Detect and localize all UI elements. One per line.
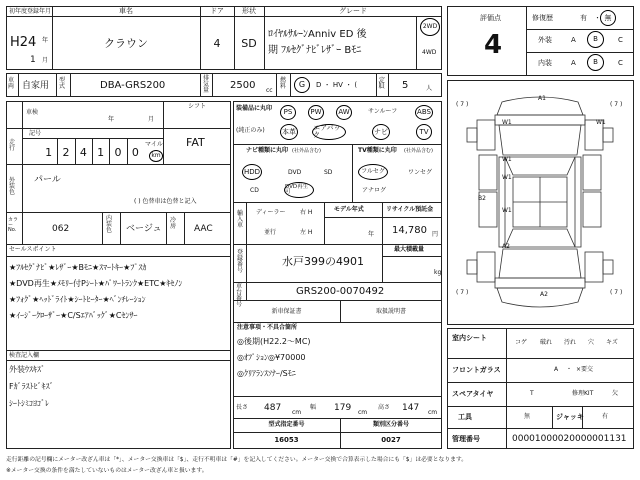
- interior-label: 内装: [538, 59, 552, 67]
- note-3: ◎ｸﾘｱﾗﾝｽｿﾅｰ/Sﾓﾆ: [237, 369, 296, 378]
- sales-point-3: ★ﾌｫｸﾞ★ﾍｯﾄﾞﾗｲﾄ★ｼｰﾄﾋｰﾀｰ★ﾍﾞﾝﾁﾚｰｼｮﾝ: [9, 295, 146, 304]
- recycle-unit: 円: [432, 231, 439, 238]
- month-unit: 月: [42, 57, 49, 64]
- repair-label: 修復歴: [532, 14, 553, 22]
- load-label: 最大積載量: [394, 246, 425, 253]
- color: パール: [34, 175, 61, 185]
- model: DBA-GRS200: [100, 80, 166, 91]
- equip-tv-circled: TV: [416, 124, 432, 140]
- mgmt-no: 00001000020000001131: [512, 434, 627, 444]
- diag-label-w1-c: W1: [502, 174, 512, 181]
- type-cert: 16053: [274, 436, 299, 444]
- color-note: ( ) 色替車は色替と記入: [134, 198, 197, 205]
- tv-oneseg: ワンセグ: [408, 169, 433, 176]
- windshield-label: フロントガラス: [452, 366, 501, 374]
- length-unit: cm: [292, 409, 302, 416]
- mgmt-label: 管理番号: [452, 435, 480, 443]
- recycle-value: 14,780: [392, 225, 427, 236]
- right-hand: 右 H: [300, 209, 313, 216]
- displacement-unit: cc: [266, 87, 273, 94]
- equip-airbag-circled: エアバック: [312, 124, 346, 140]
- diag-bracket-bl: ( 7 ): [456, 289, 469, 296]
- recycle-label: リサイクル預託金: [386, 206, 434, 213]
- mileage-label: 走行: [9, 139, 16, 152]
- shape: SD: [241, 37, 257, 50]
- height-unit: cm: [428, 409, 438, 416]
- diag-label-a2-b: A2: [540, 291, 548, 298]
- exterior-a: A: [571, 36, 576, 44]
- load-unit: kg: [434, 269, 442, 276]
- diag-label-w1-a: W1: [502, 119, 512, 126]
- seat-item-3: 汚れ: [564, 339, 577, 346]
- grade-label: グレード: [339, 7, 367, 15]
- shift: FAT: [186, 136, 205, 149]
- model-year-unit: 年: [368, 231, 375, 238]
- ac-label: 冷房: [170, 217, 177, 230]
- grade-line1: ﾛｲﾔﾙｻﾙｰﾝAnniv ED 後: [268, 29, 367, 40]
- shape-label: 形状: [242, 7, 256, 15]
- repair-yes: 有: [580, 14, 587, 22]
- fuel-gas-circled: G: [294, 77, 310, 93]
- digit-divider: [92, 138, 93, 164]
- mileage-digit: 1: [97, 146, 105, 159]
- color-code-label: カラーNo.: [8, 217, 19, 233]
- seat-item-1: コゲ: [515, 339, 528, 346]
- nav-cd: CD: [250, 187, 259, 194]
- diag-label-b2: B2: [478, 195, 486, 202]
- width-unit: cm: [358, 409, 368, 416]
- notes-label: 注意事項・不具合箇所: [237, 324, 298, 331]
- sales-points-label: セールスポイント: [9, 246, 57, 253]
- jack-label: ジャッキ: [556, 413, 584, 421]
- sales-point-4: ★ｲｰｼﾞｰｸﾛｰｻﾞｰ★C/Sｴｱﾊﾞｯｸﾞ★Cｾﾝｻｰ: [9, 311, 138, 320]
- car-name: クラウン: [104, 37, 148, 50]
- usage: 自家用: [22, 81, 50, 91]
- usage-label: 車両: [8, 77, 15, 90]
- equip-leather-circled: 本革: [280, 124, 298, 140]
- windshield-replace: ×要交: [576, 366, 594, 373]
- car-name-label: 車名: [119, 7, 133, 15]
- spare-none: 欠: [612, 390, 619, 397]
- note-1: ◎後期(H22.2～MC): [237, 337, 311, 346]
- seat-item-2: 破れ: [540, 339, 553, 346]
- interior-color-label: 内装色: [106, 215, 113, 234]
- inspector-label: 検査記入欄: [9, 352, 40, 359]
- windshield-a: A: [554, 366, 559, 373]
- interior-a: A: [571, 59, 576, 67]
- car-diagram: [447, 80, 634, 325]
- fuel-label: 燃料: [280, 77, 287, 90]
- sales-point-1: ★ﾌﾙｾｸﾞﾅﾋﾞ★ﾚｻﾞｰ★Bﾓﾆ★ｽﾏｰﾄｷｰ★ﾌﾟｽｶ: [9, 263, 147, 272]
- diag-label-w1-b: W1: [502, 156, 512, 163]
- note-2: ◎ｵﾌﾟｼｮﾝ◎¥70000: [237, 353, 306, 362]
- inspector-note-1: 外装ｳｽｷｽﾞ: [9, 365, 45, 374]
- first-reg-label: 初年度登録年月: [9, 8, 52, 15]
- capacity-unit: 人: [426, 85, 433, 92]
- drive-4wd: 4WD: [422, 49, 437, 56]
- length: 487: [264, 403, 282, 413]
- diag-label-a2-a: A2: [502, 243, 510, 250]
- diag-bracket-br: ( 7 ): [610, 289, 623, 296]
- inspection-month-unit: 月: [148, 116, 155, 123]
- tv-analog: アナログ: [362, 187, 387, 194]
- digit-divider: [127, 138, 128, 164]
- diag-label-w1-e: W1: [596, 119, 606, 126]
- digit-divider: [57, 138, 58, 164]
- score-label: 評価点: [480, 14, 501, 22]
- class-label: 類別区分番号: [372, 421, 409, 428]
- displacement-label: 排気量: [203, 75, 210, 94]
- class-no: 0027: [381, 436, 401, 444]
- ac: AAC: [194, 224, 213, 234]
- capacity-label: 定員: [379, 77, 386, 90]
- mileage-digits: [40, 138, 144, 164]
- tv-type-label: TV種類に丸印: [358, 147, 397, 154]
- score: 4: [484, 30, 503, 60]
- import-parallel: 並行: [264, 229, 277, 236]
- height-label: 高さ: [378, 404, 391, 411]
- left-hand: 左 H: [300, 229, 313, 236]
- import-label: 輸入車: [237, 210, 244, 229]
- footer-line2: ※メーター交換の条件を満たしていないものはメーター改ざん車と扱います。: [6, 468, 208, 474]
- nav-dvd-play-circled: DVD再生可: [284, 182, 314, 198]
- mileage-digit: 4: [79, 146, 87, 159]
- exterior-label: 外装: [538, 36, 552, 44]
- right-table: [447, 328, 634, 449]
- interior-color: ベージュ: [126, 224, 162, 234]
- nav-sd: SD: [324, 169, 333, 176]
- mileage-digit: 0: [114, 146, 122, 159]
- first-reg-month: 1: [30, 55, 36, 65]
- model-year-label: モデル年式: [334, 206, 364, 213]
- tools-value: 無: [524, 413, 531, 420]
- spare-kit: 修理KIT: [572, 390, 594, 397]
- import-dealer: ディーラー: [256, 209, 286, 216]
- mileage-digit: 1: [45, 146, 53, 159]
- width-label: 幅: [310, 404, 317, 411]
- digits-label: 記号: [29, 130, 42, 137]
- km-unit-circled: km: [149, 150, 163, 162]
- doors: 4: [213, 37, 221, 50]
- chassis-label: 車台番号: [236, 283, 243, 308]
- color-label: 外装色: [9, 177, 16, 196]
- length-label: 長さ: [236, 404, 249, 411]
- exterior-b-circled: B: [587, 31, 604, 48]
- equipment-sublabel: (純正のみ): [236, 127, 265, 134]
- diag-bracket-tl: ( 7 ): [456, 101, 469, 108]
- seat-item-5: キズ: [606, 339, 618, 346]
- nav-hdd-circled: HDD: [242, 164, 262, 180]
- capacity: 5: [402, 80, 409, 91]
- repair-dot: ・: [594, 14, 601, 22]
- drive-2wd-circled: 2WD: [420, 18, 440, 36]
- seat-label: 室内シート: [452, 334, 487, 342]
- year-unit: 年: [42, 37, 49, 44]
- inspection-year-unit: 年: [108, 116, 115, 123]
- color-code: 062: [52, 224, 70, 234]
- windshield-sep: ・: [566, 366, 573, 373]
- displacement: 2500: [230, 80, 256, 91]
- mileage-digit: 2: [62, 146, 70, 159]
- equip-aw-circled: AW: [336, 105, 352, 120]
- spare-t: T: [530, 390, 534, 397]
- fuel-others: D ・ HV ・ ( ): [316, 81, 381, 89]
- diag-label-a1: A1: [538, 95, 546, 102]
- equip-ps-circled: PS: [280, 105, 296, 120]
- height: 147: [402, 403, 420, 413]
- nav-type-sub: (社外品含む): [292, 148, 321, 154]
- equip-nav-circled: ナビ: [372, 124, 390, 140]
- exterior-c: C: [618, 36, 623, 44]
- equip-pw-circled: PW: [308, 105, 324, 120]
- diag-bracket-tr: ( 7 ): [610, 101, 623, 108]
- jack-value: 有: [602, 413, 609, 420]
- reg-no: 水戸399の4901: [282, 255, 364, 268]
- tv-type-sub: (社外品含む): [404, 148, 433, 154]
- manual: 取扱説明書: [375, 308, 406, 315]
- equip-sunroof: サンルーフ: [368, 108, 398, 115]
- tv-fullseg-circled: フルセグ: [358, 164, 388, 180]
- interior-b-circled: B: [587, 54, 604, 71]
- nav-dvd: DVD: [288, 169, 302, 176]
- doors-label: ドア: [210, 7, 224, 15]
- type-cert-label: 型式指定番号: [268, 421, 305, 428]
- digit-divider: [109, 138, 110, 164]
- reg-no-label: 登録番号: [237, 249, 244, 274]
- digit-divider: [75, 138, 76, 164]
- inspector-note-3: ｼｰﾄｼﾐｺﾖｺﾞﾚ: [9, 399, 49, 408]
- footer-line1: 走行距離の記号欄にメーター改ざん車は「*」、メーター交換車は「$」、走行不明車は「#」を記入してください。メーター交換で合算表示した場合にも「$」は必要となります。: [6, 457, 468, 463]
- mileage-digit: 0: [131, 146, 139, 159]
- inspection-label: 車検: [26, 109, 39, 116]
- interior-c: C: [618, 59, 623, 67]
- repair-no-circled: 無: [600, 10, 616, 26]
- first-reg-era: H24: [10, 35, 37, 50]
- nav-type-label: ナビ種類に丸印: [246, 147, 289, 154]
- mile-unit: マイル: [145, 141, 163, 148]
- inspector-note-2: Fｶﾞﾗｽﾄﾋﾞｷｽﾞ: [9, 382, 54, 391]
- seat-item-4: 穴: [588, 339, 595, 346]
- new-warranty: 新車保証書: [271, 308, 302, 315]
- chassis-no: GRS200-0070492: [296, 286, 385, 297]
- width: 179: [334, 403, 352, 413]
- sales-point-2: ★DVD再生★ﾒﾓﾘｰ付Pｼｰﾄ★ﾊﾟﾜｰﾄﾗﾝｸ★ETC★ｷｾﾉﾝ: [9, 279, 183, 288]
- model-label: 型式: [59, 77, 66, 90]
- spare-label: スペアタイヤ: [452, 390, 494, 398]
- equip-abs-circled: ABS: [415, 105, 433, 120]
- tools-label: 工具: [458, 413, 472, 421]
- diag-label-w1-d: W1: [502, 207, 512, 214]
- shift-label: シフト: [188, 103, 207, 110]
- grade-line2: 期 ﾌﾙｾｸﾞﾅﾋﾞﾚｻﾞｰ Bﾓﾆ: [268, 45, 362, 56]
- equipment-label: 装備品に丸印: [236, 105, 273, 112]
